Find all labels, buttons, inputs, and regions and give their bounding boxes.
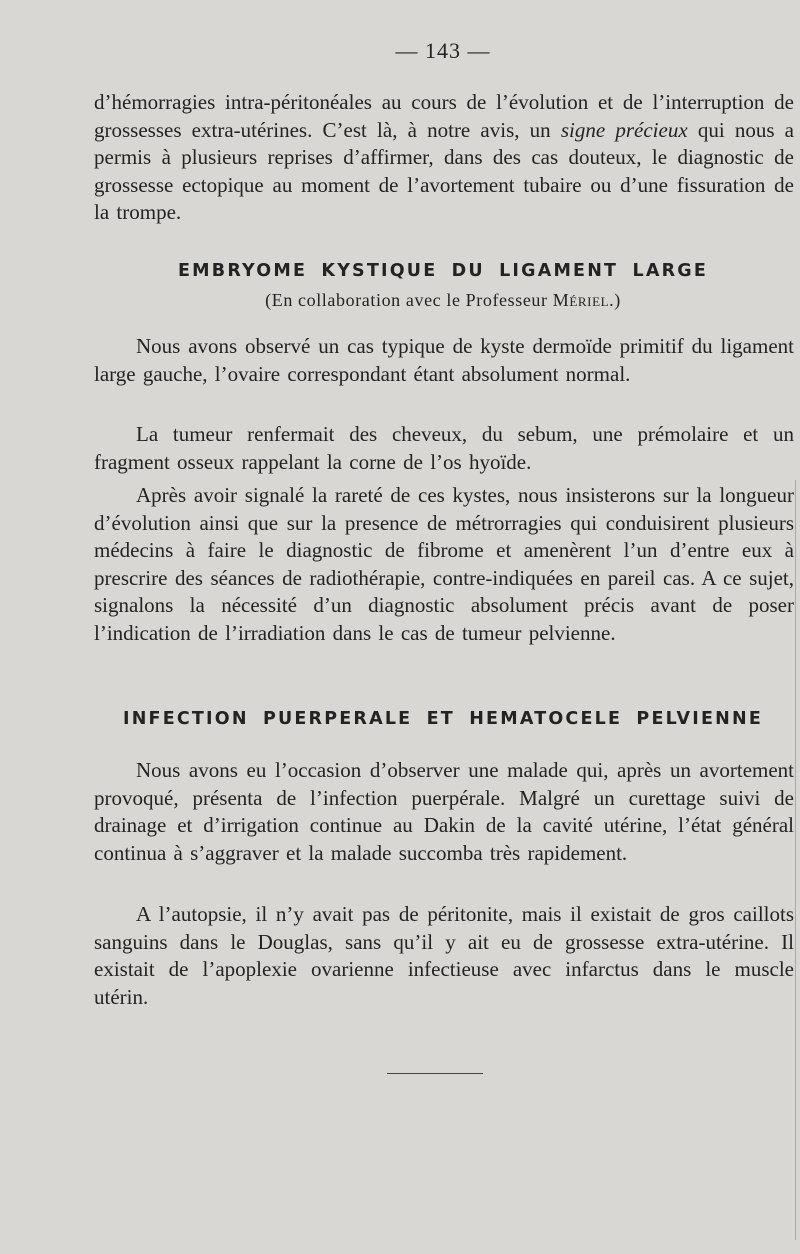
subheading-professor-name: Mériel [552,290,610,310]
paragraph-infection-puerperale: Nous avons eu l’occasion d’observer une malade qui, après un avortement provoqué, présenta de l’infection puerpérale. Malgré un curettage suivi de drainage et d’irrigation continue au Dakin de la cavité utérine, l’état général continua à s’aggraver et la malade succomba très rapidement. [94,758,794,865]
subheading-suffix: .) [609,290,621,310]
section-heading-embryome: EMBRYOME KYSTIQUE DU LIGAMENT LARGE [178,261,708,281]
intro-text-end: qui nous a permis à plusieurs reprises d’affirmer, dans des cas douteux, le diagnostic de grossesse ectopique au moment de l’avortement tubaire ou d’une fissuration de la trompe. [94,117,795,224]
page-edge-shadow [795,480,796,1240]
paragraph-autopsie: A l’autopsie, il n’y avait pas de péritonite, mais il existait de gros caillots sanguins dans le Douglas, sans qu’il y ait eu de grossesse extra-utérine. Il existait de l’apoplexie ovarienne infectieuse avec infarctus dans le muscle utérin. [94,902,794,1009]
paragraph-kyste-observation: Nous avons observé un cas typique de kyste dermoïde primitif du ligament large gauche, l’ovaire correspondant étant absolument normal. [94,334,794,386]
page-number: — 143 — [395,38,491,63]
end-rule [387,1073,483,1074]
paragraph-rarete-kystes: Après avoir signalé la rareté de ces kystes, nous insisterons sur la longueur d’évolution ainsi que sur la presence de métrorragies qui conduisirent plusieurs médecins à faire le diagnostic de fibrome et amenèrent l’un d’entre eux à prescrire des séances de radiothérapie, contre-indiquées en pareil cas. A ce sujet, signalons la nécessité d’un diagnostic absolument précis avant de poser l’indication de l’irradiation dans le cas de tumeur pelvienne. [94,483,794,645]
intro-emphasis: signe précieux [560,117,688,142]
intro-text-start: d’hémorragies intra-péritonéales au cours de l’évolution et de l’interruption de grossesses extra-utérines. C’est là, à notre avis, un [94,90,794,142]
subheading-prefix: (En collaboration avec le Professeur [265,290,553,310]
section-subheading-collaboration [0,290,800,311]
intro-paragraph [94,89,794,227]
section-heading-infection: INFECTION PUERPERALE ET HEMATOCELE PELVIENNE [122,709,763,729]
paragraph-tumeur-contenu: La tumeur renfermait des cheveux, du sebum, une prémolaire et un fragment osseux rappelant la corne de l’os hyoïde. [94,422,794,474]
